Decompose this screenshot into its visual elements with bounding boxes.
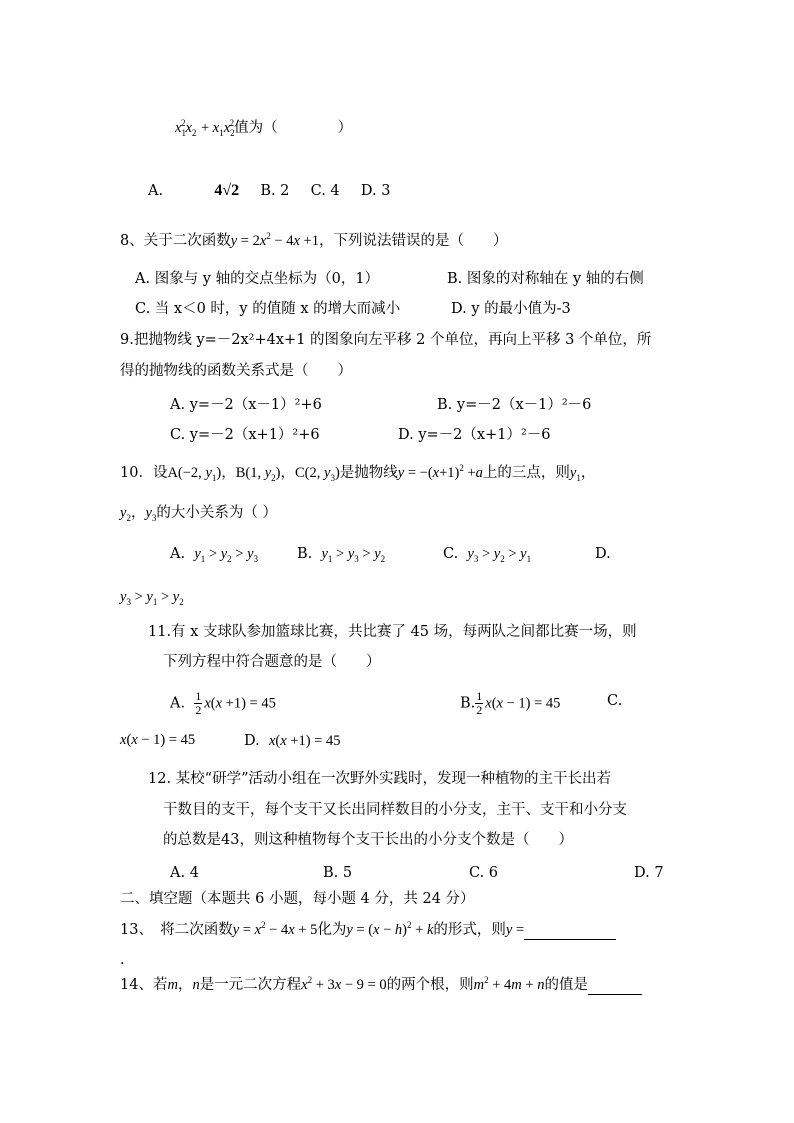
- q13-stem: 13、 将二次函数$y = x^2 - 4x + 5$化为$y = (x - h)^2 + k$的形式，则y =: [120, 920, 616, 940]
- q8-option-d: D. y 的最小值为-3: [451, 301, 571, 317]
- q9-option-c: C. y=－2（x+1）²+6: [170, 427, 320, 443]
- q9-option-b: B. y=－2（x－1）²－6: [437, 397, 592, 413]
- q12-option-d: D. 7: [634, 865, 664, 881]
- q14-post: 的值是: [544, 977, 588, 993]
- q11-option-a-label: A.: [170, 695, 186, 712]
- q13-mid: 化为: [317, 922, 347, 938]
- q11-stem-line1: 11.有 x 支球队参加篮球比赛，共比赛了 45 场，每两队之间都比赛一场，则: [148, 624, 637, 640]
- q10-option-b-label: B.: [297, 546, 313, 562]
- q9-stem-line1: 9.把抛物线 y=－2x²+4x+1 的图象向左平移 2 个单位，再向上平移 3 个单位，所: [120, 332, 652, 348]
- q7-option-c: C. 4: [310, 183, 340, 199]
- q13-pre: 13、 将二次函数: [120, 922, 233, 938]
- q13-answer-blank[interactable]: [524, 921, 616, 940]
- q11-option-d-label: D.: [244, 733, 260, 749]
- q10-stem-line1: 10．设A(−2, $y_1$)，B(1, $y_2$)，C(2, $y_3$)是抛物线$y = -(x+1)^2 +a$上的三点，则$y_1$，: [120, 463, 596, 483]
- q11-option-a: A. $\frac{1}{2}$ x(x +1) = 45: [170, 689, 276, 717]
- q11-stem-line2: 下列方程中符合题意的是（ ）: [163, 654, 381, 670]
- q7-option-a-value: 4√2: [214, 182, 240, 199]
- q11-option-b-label: B.: [460, 695, 476, 712]
- q10-stem-pre: 10．设: [120, 465, 168, 481]
- q8-stem-post: ，下列说法错误的是（ ）: [318, 233, 508, 249]
- q11-option-c: x(x − 1) = 45: [120, 732, 196, 748]
- q14-mid1: 是一元二次方程: [199, 977, 302, 993]
- q7-stem: $x_1^2x_2 + x_1x_2^2$值为（ ）: [175, 118, 353, 138]
- q10-stem-line2: $y_2$，$y_3$的大小关系为（ ）: [120, 505, 277, 523]
- q9-option-d: D. y=－2（x+1）²－6: [398, 427, 551, 443]
- q12-option-a: A. 4: [170, 865, 199, 881]
- q8-stem-pre: 8、关于二次函数: [120, 233, 231, 249]
- q7-options: [148, 181, 390, 201]
- section-title: 二、填空题（本题共 6 小题，每小题 4 分，共 24 分）: [120, 891, 475, 907]
- q11-option-d: D. x(x +1) = 45: [244, 733, 341, 749]
- q10-stem-mid: 是抛物线: [339, 465, 398, 481]
- q7-option-a-label: A.: [148, 183, 164, 199]
- q14-stem: 14、若m，n是一元二次方程$x^2 + 3x - 9 = 0$的两个根，则$m^2 + 4m + n$的值是: [120, 975, 642, 995]
- q8-option-b: B. 图象的对称轴在 y 轴的右侧: [447, 271, 644, 287]
- q9-option-a: A. y=－2（x－1）²+6: [170, 397, 322, 413]
- q10-option-a-label: A.: [170, 546, 186, 562]
- q7-suffix: 值为（: [234, 120, 278, 136]
- q13-tail: .: [120, 952, 125, 968]
- q10-stem-post2: 的大小关系为（ ）: [156, 505, 277, 521]
- q14-mid2: 的两个根，则: [386, 977, 474, 993]
- q7-option-d: D. 3: [360, 183, 391, 199]
- q9-stem-line2: 得的抛物线的函数关系式是（ ）: [120, 363, 352, 379]
- q7-option-b: B. 2: [260, 183, 290, 199]
- q10-option-c-label: C.: [443, 546, 459, 562]
- q7-paren-close: ）: [337, 120, 353, 136]
- q10-stem-post: 上的三点，则: [482, 465, 570, 481]
- q10-option-d: $y_3 > y_1 > y_2$: [120, 589, 184, 607]
- q12-stem-line2: 干数目的支干，每个支干又长出同样数目的小分支，主干、支干和小分支: [163, 802, 627, 818]
- q14-pre: 14、若: [120, 977, 168, 993]
- q13-post: 的形式，则: [433, 922, 506, 938]
- q12-stem-line3: 的总数是43，则这种植物每个支干长出的小分支个数是（ ）: [163, 832, 573, 848]
- q8-option-c: C. 当 x＜0 时，y 的值随 x 的增大而减小: [135, 301, 401, 317]
- q12-option-c: C. 6: [469, 865, 499, 881]
- q11-option-b: B. $\frac{1}{2}$ x(x − 1) = 45: [460, 689, 561, 717]
- q8-stem: 8、关于二次函数$y = 2x^2 - 4x +1$，下列说法错误的是（ ）: [120, 231, 508, 249]
- q11-option-c-label: C.: [607, 693, 623, 709]
- q8-option-a: A. 图象与 y 轴的交点坐标为（0，1）: [135, 271, 380, 287]
- q12-stem-line1: 12. 某校“研学”活动小组在一次野外实践时，发现一种植物的主干长出若: [148, 771, 611, 787]
- q10-option-a: A. $y_1 > y_2 > y_3$: [170, 546, 258, 564]
- q12-option-b: B. 5: [323, 865, 353, 881]
- q14-answer-blank[interactable]: [588, 976, 642, 995]
- q10-option-d-label: D.: [595, 546, 611, 562]
- q10-option-c: C. $y_3 > y_2 > y_1$: [443, 546, 532, 564]
- q10-option-b: B. $y_1 > y_3 > y_2$: [297, 546, 386, 564]
